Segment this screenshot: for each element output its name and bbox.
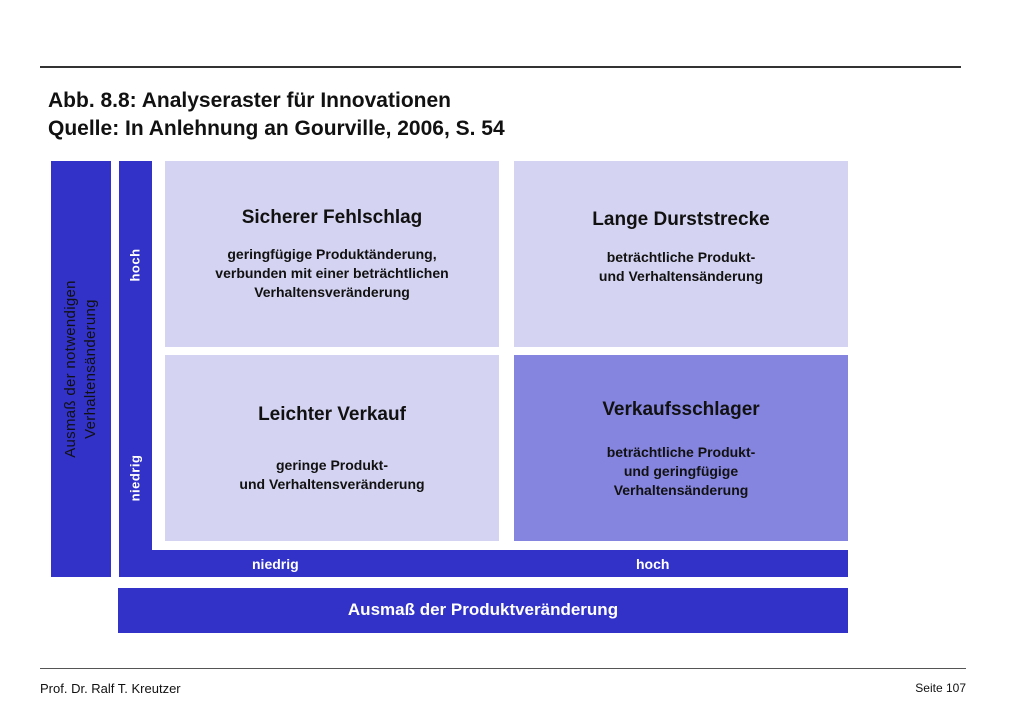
y-axis-title-line2: Verhaltensänderung	[82, 299, 99, 439]
quadrant-lange-durststrecke	[514, 161, 848, 347]
quadrant-title: Verkaufsschlager	[602, 399, 760, 420]
quadrant-line: beträchtliche Produkt-	[606, 444, 756, 460]
quadrant-description	[165, 245, 499, 302]
quadrant-verkaufsschlager	[514, 355, 848, 541]
quadrant-title: Leichter Verkauf	[258, 404, 406, 425]
quadrant-title: Sicherer Fehlschlag	[241, 207, 423, 228]
top-rule	[40, 66, 961, 68]
figure-title: Abb. 8.8: Analyseraster für Innovationen	[48, 89, 451, 112]
quadrant-line: geringfügige Produktänderung,	[227, 246, 437, 262]
footer-author: Prof. Dr. Ralf T. Kreutzer	[40, 681, 181, 696]
y-axis-title-line1: Ausmaß der notwendigen	[62, 280, 79, 458]
quadrant-line: und Verhaltensveränderung	[239, 476, 425, 492]
quadrant-description	[514, 443, 848, 500]
quadrant-line: Verhaltensveränderung	[254, 284, 410, 300]
y-axis-title	[61, 280, 101, 458]
quadrant-description	[165, 456, 499, 494]
figure-source: Quelle: In Anlehnung an Gourville, 2006, S. 54	[48, 117, 505, 140]
quadrant-line: Verhaltensänderung	[613, 482, 749, 498]
y-axis-tick-high: hoch	[127, 248, 143, 282]
bottom-rule	[40, 668, 966, 669]
quadrant-line: verbunden mit einer beträchtlichen	[215, 265, 449, 281]
quadrant-title: Lange Durststrecke	[592, 209, 770, 230]
quadrant-leichter-verkauf	[165, 355, 499, 541]
quadrant-line: und geringfügige	[623, 463, 739, 479]
quadrant-line: und Verhaltensänderung	[598, 268, 764, 284]
quadrant-line: geringe Produkt-	[275, 457, 388, 473]
x-axis-tick-bar	[119, 550, 848, 577]
y-axis-tick-low: niedrig	[127, 454, 143, 502]
footer-page-number: Seite 107	[915, 681, 966, 695]
quadrant-line: beträchtliche Produkt-	[606, 249, 756, 265]
quadrant-sicherer-fehlschlag	[165, 161, 499, 347]
x-axis-tick-high: hoch	[636, 556, 670, 572]
x-axis-title: Ausmaß der Produktveränderung	[347, 600, 619, 619]
x-axis-tick-low: niedrig	[252, 556, 299, 572]
quadrant-description	[514, 248, 848, 286]
